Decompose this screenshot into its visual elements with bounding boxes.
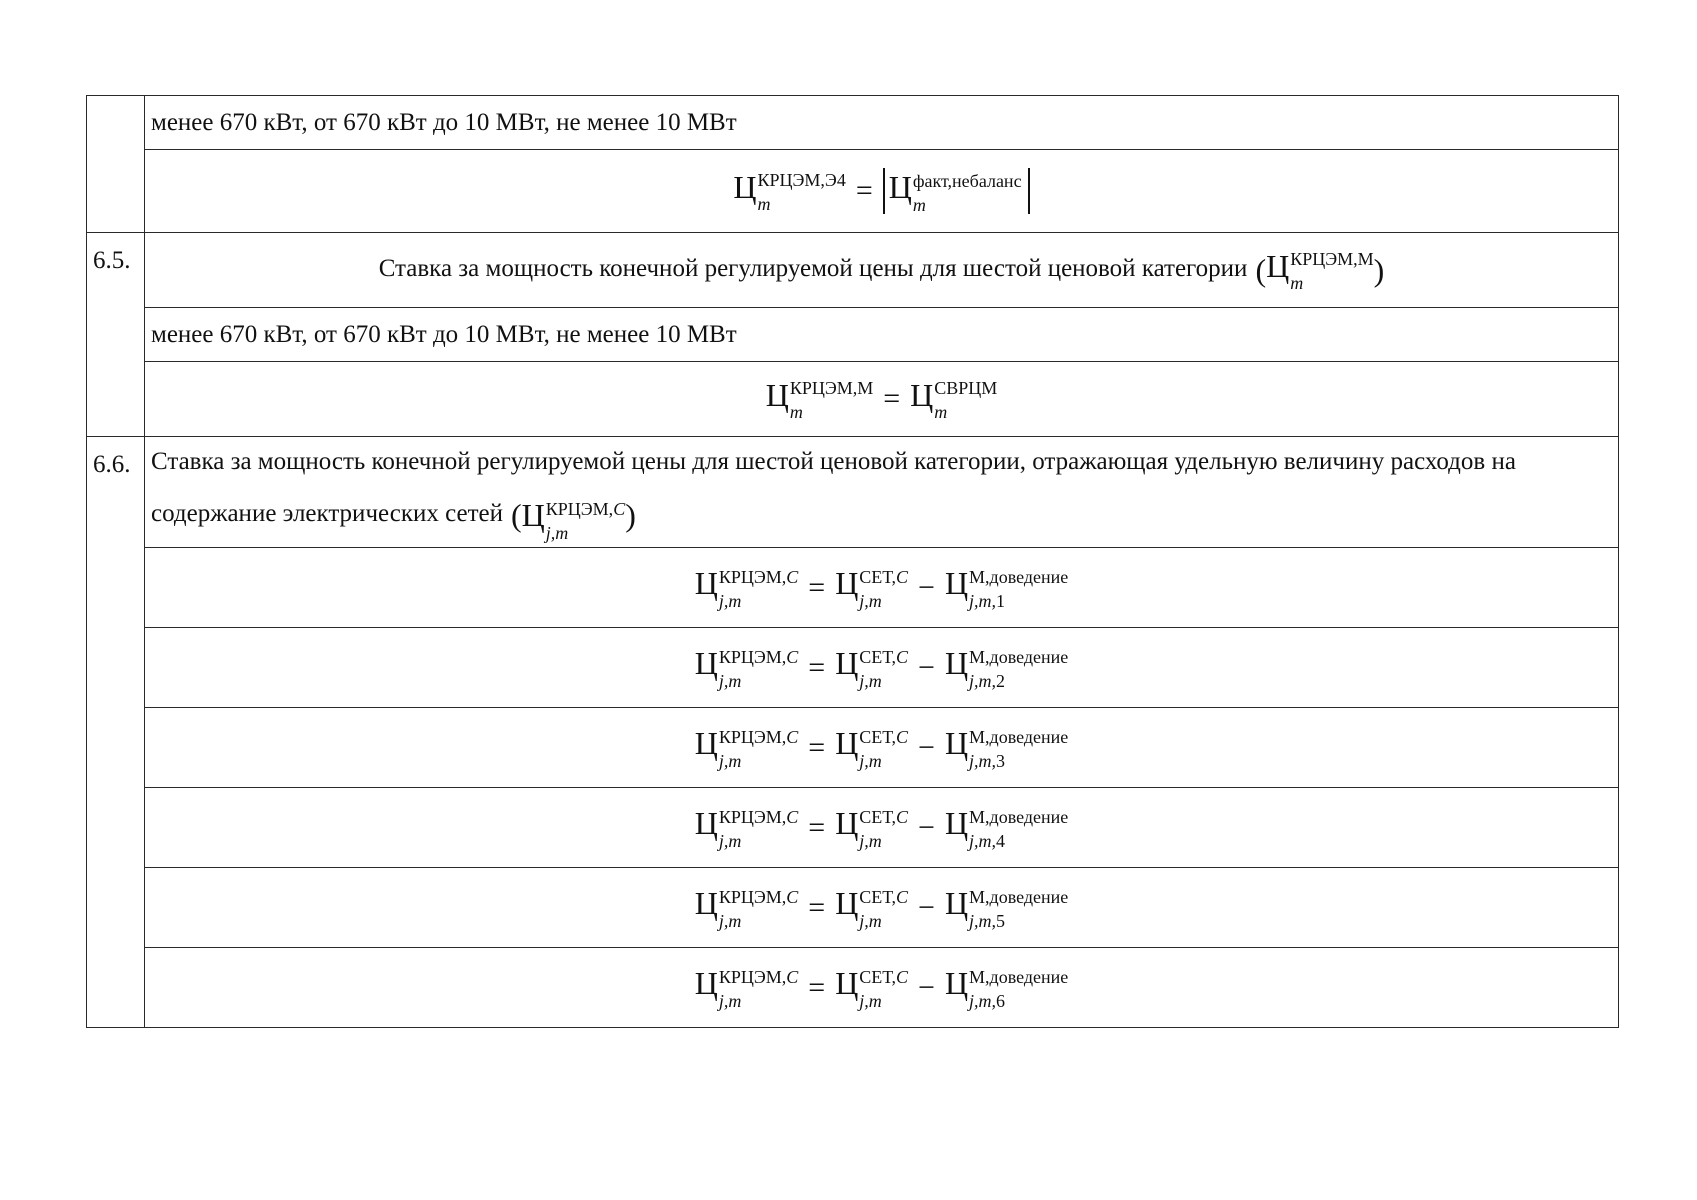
formula-6-6-2: Ц КРЦЭМ,C j,m = Ц СЕТ,C j,m − Ц М,доведение j,m,2 (145, 628, 1619, 708)
section-heading-6-6: Ставка за мощность конечной регулируемой цены для шестой ценовой категории, отражающая удельную величину расходов на содержание электрических сетей (Ц КРЦЭМ,C j,m ) (145, 437, 1619, 548)
formula-6-6-3: Ц КРЦЭМ,C j,m = Ц СЕТ,C j,m − Ц М,доведение j,m,3 (145, 708, 1619, 788)
formula-6-6-1: Ц КРЦЭМ,C j,m = Ц СЕТ,C j,m − Ц М,доведение j,m,1 (145, 548, 1619, 628)
power-range-text-6-5: менее 670 кВт, от 670 кВт до 10 МВт, не менее 10 МВт (145, 308, 1619, 362)
section-number-6-5: 6.5. (87, 233, 145, 437)
power-range-text: менее 670 кВт, от 670 кВт до 10 МВт, не менее 10 МВт (145, 96, 1619, 150)
formula-6-5: Ц КРЦЭМ,М m = Ц СВРЦМ m (145, 362, 1619, 437)
formula-6-6-6: Ц КРЦЭМ,C j,m = Ц СЕТ,C j,m − Ц М,доведение j,m,6 (145, 948, 1619, 1028)
section-number-6-6: 6.6. (87, 437, 145, 1028)
section-heading-6-5: Ставка за мощность конечной регулируемой цены для шестой ценовой категории (Ц КРЦЭМ,М m ) (145, 233, 1619, 308)
document-table (86, 95, 1619, 1028)
number-cell-empty (87, 96, 145, 233)
formula-6-6-5: Ц КРЦЭМ,C j,m = Ц СЕТ,C j,m − Ц М,доведение j,m,5 (145, 868, 1619, 948)
formula-imbalance: Ц КРЦЭМ,Э4 m = Ц факт,небаланс m (145, 150, 1619, 233)
formula-6-6-4: Ц КРЦЭМ,C j,m = Ц СЕТ,C j,m − Ц М,доведение j,m,4 (145, 788, 1619, 868)
